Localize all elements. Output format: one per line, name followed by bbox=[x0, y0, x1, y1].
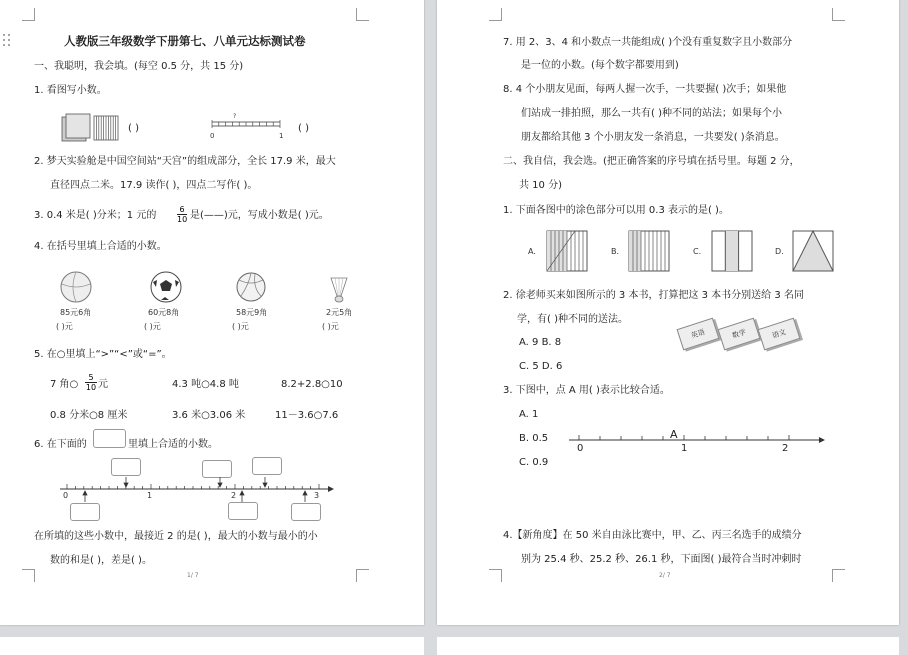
answer-blank[interactable]: ( )元 bbox=[144, 322, 161, 331]
comparison-item: 3.6 米○3.06 米 bbox=[172, 410, 246, 421]
page-corner-mark bbox=[489, 569, 502, 582]
answer-box[interactable] bbox=[93, 429, 126, 448]
choice-option: B. 0.5 bbox=[519, 433, 549, 444]
comparison-item: 0.8 分米○8 厘米 bbox=[50, 410, 128, 421]
option-label: B. bbox=[611, 247, 620, 256]
question-text: 4. 在括号里填上合适的小数。 bbox=[34, 241, 167, 252]
question-text: 1. 下面各图中的涂色部分可以用 0.3 表示的是( )。 bbox=[503, 205, 729, 216]
page-corner-mark bbox=[832, 8, 845, 21]
question-text: 学，有( )种不同的送法。 bbox=[517, 314, 628, 325]
price-label: 60元8角 bbox=[148, 308, 180, 317]
page-corner-mark bbox=[489, 8, 502, 21]
number-line-figure bbox=[208, 116, 286, 134]
answer-blank[interactable]: ( )元 bbox=[56, 322, 73, 331]
number-line-figure bbox=[56, 474, 336, 506]
question-text: 3. 0.4 米是( )分米；1 元的 bbox=[34, 210, 157, 221]
answer-blank[interactable]: ( )元 bbox=[322, 322, 339, 331]
volleyball-icon bbox=[233, 270, 269, 304]
decimal-grid-figure bbox=[60, 113, 122, 145]
next-page-2 bbox=[437, 637, 899, 655]
choice-option: C. 0.9 bbox=[519, 457, 549, 468]
fraction bbox=[177, 205, 187, 224]
chinese-book: 语文 bbox=[758, 318, 801, 351]
question-text: 3. 下图中，点 A 用( )表示比较合适。 bbox=[503, 385, 670, 396]
next-page-1 bbox=[0, 637, 424, 655]
comparison-item: 元 bbox=[98, 379, 108, 390]
choice-option: A. 1 bbox=[519, 409, 539, 420]
section-heading: 二、我自信，我会选。(把正确答案的序号填在括号里。每题 2 分， bbox=[503, 156, 800, 167]
comparison-item: 11－3.6○7.6 bbox=[275, 410, 339, 421]
price-label: 2元5角 bbox=[326, 308, 353, 317]
document-title: 人教版三年级数学下册第七、八单元达标测试卷 bbox=[64, 34, 306, 48]
english-book: 英语 bbox=[677, 318, 720, 351]
football-icon bbox=[148, 270, 184, 304]
shaded-square-figure bbox=[710, 229, 754, 273]
question-text: 是(——)元，写成小数是( )元。 bbox=[190, 210, 329, 221]
shaded-square-figure bbox=[791, 229, 835, 273]
page-corner-mark bbox=[356, 8, 369, 21]
price-label: 58元9角 bbox=[236, 308, 268, 317]
math-book: 数学 bbox=[718, 318, 761, 351]
shuttlecock-icon bbox=[328, 276, 350, 304]
document-page-1 bbox=[0, 0, 424, 625]
answer-blank[interactable]: ( )元 bbox=[232, 322, 249, 331]
choice-options: A. 9 B. 8 bbox=[519, 337, 562, 348]
answer-blank[interactable]: ( ) bbox=[298, 123, 309, 134]
tick-label: 2 bbox=[782, 443, 789, 454]
option-label: D. bbox=[775, 247, 784, 256]
shaded-square-figure bbox=[627, 229, 671, 273]
fraction-numerator: 5 bbox=[88, 373, 94, 382]
page-number: 2/ 7 bbox=[659, 572, 671, 579]
drag-handle-icon[interactable] bbox=[3, 34, 13, 48]
comparison-item: 4.3 吨○4.8 吨 bbox=[172, 379, 239, 390]
tick-label: 0 bbox=[577, 443, 584, 454]
question-text: 1. 看图写小数。 bbox=[34, 85, 107, 96]
question-text: 8. 4 个小朋友见面，每两人握一次手，一共要握( )次手；如果他 bbox=[503, 84, 787, 95]
page-number: 1/ 7 bbox=[187, 572, 199, 579]
question-mark-label: ? bbox=[233, 113, 237, 120]
page-corner-mark bbox=[22, 569, 35, 582]
tick-label: 0 bbox=[63, 491, 69, 500]
question-text: 数的和是( )，差是( )。 bbox=[50, 555, 152, 566]
page-corner-mark bbox=[832, 569, 845, 582]
question-text: 们站成一排拍照，那么一共有( )种不同的站法；如果每个小 bbox=[521, 108, 782, 119]
section-heading: 共 10 分) bbox=[519, 180, 562, 191]
tick-label: 3 bbox=[314, 491, 320, 500]
point-a-label: A bbox=[670, 428, 678, 441]
tick-label: 2 bbox=[231, 491, 237, 500]
question-text: 6. 在下面的 bbox=[34, 439, 87, 450]
page-corner-mark bbox=[356, 569, 369, 582]
question-text: 朋友都给其他 3 个小朋友发一条消息，一共要发( )条消息。 bbox=[521, 132, 785, 143]
choice-options: C. 5 D. 6 bbox=[519, 361, 563, 372]
fraction-denominator: 10 bbox=[177, 215, 188, 224]
question-text: 7. 用 2、3、4 和小数点一共能组成( )个没有重复数字且小数部分 bbox=[503, 37, 793, 48]
question-text: 2. 徐老师买来如图所示的 3 本书，打算把这 3 本书分别送给 3 名同 bbox=[503, 290, 804, 301]
price-label: 85元6角 bbox=[60, 308, 92, 317]
tick-label: 1 bbox=[147, 491, 153, 500]
document-page-2 bbox=[437, 0, 899, 625]
question-text: 是一位的小数。(每个数字都要用到) bbox=[521, 60, 679, 71]
page-corner-mark bbox=[22, 8, 35, 21]
question-text: 2. 梦天实验舱是中国空间站“天宫”的组成部分，全长 17.9 米，最大 bbox=[34, 156, 336, 167]
fraction-numerator: 6 bbox=[179, 205, 185, 214]
answer-box[interactable] bbox=[252, 457, 282, 475]
question-text: 直径四点二米。17.9 读作( )，四点二写作( )。 bbox=[50, 180, 258, 191]
comparison-item: 8.2+2.8○10 bbox=[281, 379, 343, 390]
option-label: A. bbox=[528, 247, 536, 256]
fraction-denominator: 10 bbox=[85, 383, 97, 392]
question-text: 里填上合适的小数。 bbox=[128, 439, 218, 450]
question-text: 4.【新角度】在 50 米自由泳比赛中，甲、乙、丙三名选手的成绩分 bbox=[503, 530, 802, 541]
basketball-icon bbox=[58, 270, 94, 304]
answer-blank[interactable]: ( ) bbox=[128, 123, 139, 134]
shaded-square-figure bbox=[545, 229, 589, 273]
fraction bbox=[85, 373, 97, 392]
tick-label: 1 bbox=[681, 443, 688, 454]
section-heading: 一、我聪明，我会填。(每空 0.5 分，共 15 分) bbox=[34, 61, 244, 72]
option-label: C. bbox=[693, 247, 702, 256]
question-text: 在所填的这些小数中，最接近 2 的是( )，最大的小数与最小的小 bbox=[34, 531, 318, 542]
question-text: 别为 25.4 秒、25.2 秒、26.1 秒，下面图( )最符合当时冲刺时 bbox=[521, 554, 802, 565]
tick-label: 1 bbox=[279, 132, 284, 140]
comparison-item: 7 角○ bbox=[50, 379, 79, 390]
tick-label: 0 bbox=[210, 132, 215, 140]
question-text: 5. 在○里填上“>”“<”或“=”。 bbox=[34, 349, 172, 360]
